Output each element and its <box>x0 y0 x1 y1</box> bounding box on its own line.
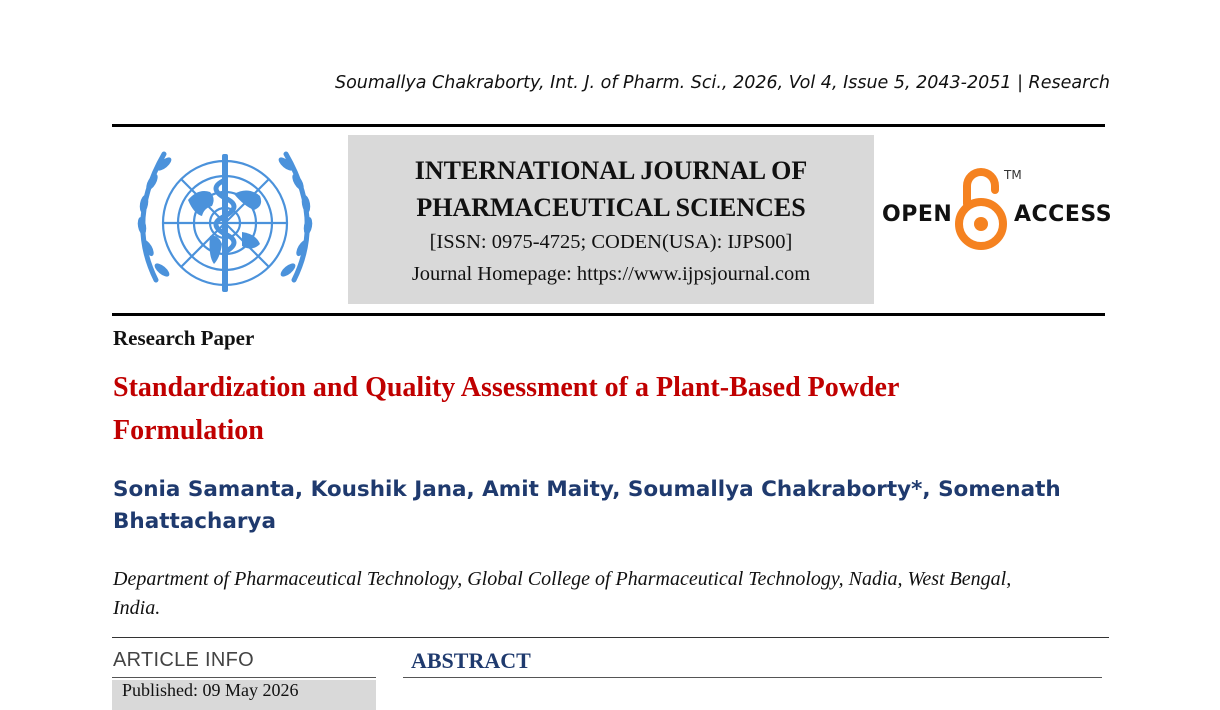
journal-title-line1: INTERNATIONAL JOURNAL OF <box>414 156 808 185</box>
affiliation <box>113 565 1113 623</box>
open-padlock-icon <box>954 166 1008 252</box>
paper-type: Research Paper <box>113 326 255 350</box>
who-emblem-icon <box>126 140 324 306</box>
author-list-line2: Bhattacharya <box>113 509 276 534</box>
abstract-heading: ABSTRACT <box>411 648 531 673</box>
journal-issn: [ISSN: 0975-4725; CODEN(USA): IJPS00] <box>429 231 793 253</box>
open-access-open-text: OPEN <box>882 202 953 227</box>
header-bottom-rule <box>112 313 1105 316</box>
open-access-logo <box>880 166 1113 252</box>
journal-masthead <box>348 135 874 304</box>
section-divider <box>112 637 1109 638</box>
paper-title-line1: Standardization and Quality Assessment of a Plant-Based Powder <box>113 372 900 403</box>
journal-homepage: Journal Homepage: https://www.ijpsjournal.com <box>411 263 811 285</box>
trademark-symbol: TM <box>1004 168 1022 182</box>
journal-title <box>348 152 874 226</box>
published-date-box <box>112 680 376 710</box>
journal-title-line2: PHARMACEUTICAL SCIENCES <box>416 193 806 222</box>
published-date: Published: 09 May 2026 <box>122 680 299 700</box>
author-list <box>113 474 1093 538</box>
author-list-line1: Sonia Samanta, Koushik Jana, Amit Maity, Soumallya Chakraborty*, Somenath <box>113 477 1061 502</box>
open-access-access-text: ACCESS <box>1014 202 1113 227</box>
affiliation-line1: Department of Pharmaceutical Technology, Global College of Pharmaceutical Technology, Nadia, West Bengal, <box>113 568 1012 590</box>
running-header: Soumallya Chakraborty, Int. J. of Pharm. Sci., 2026, Vol 4, Issue 5, 2043-2051 | Research <box>334 73 1110 93</box>
abstract-rule <box>403 677 1102 678</box>
paper-title-line2: Formulation <box>113 415 264 446</box>
header-top-rule <box>112 124 1105 127</box>
article-info-heading: ARTICLE INFO <box>113 649 255 671</box>
paper-title <box>113 366 1073 452</box>
affiliation-line2: India. <box>113 597 161 619</box>
article-info-rule <box>112 677 376 678</box>
